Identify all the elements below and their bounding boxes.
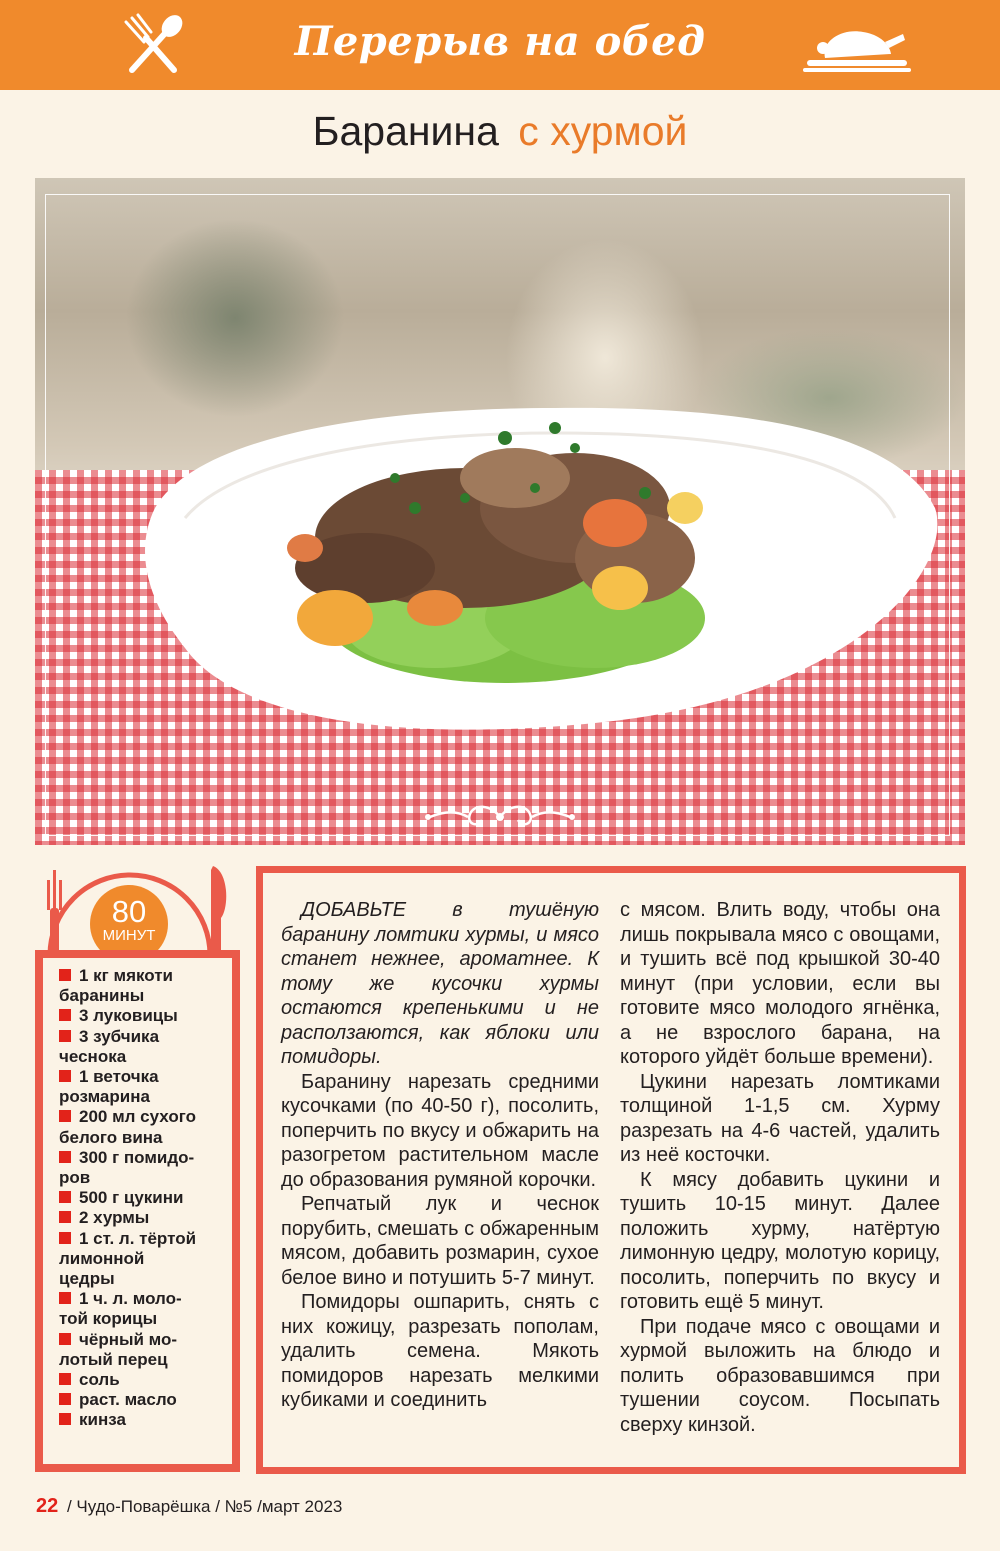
ornament-divider — [35, 800, 965, 839]
ingredient-item: 3 луковицы — [59, 1006, 228, 1026]
step-paragraph: Цукини нарезать ломтиками толщиной 1-1,5 см. Хурму разрезать на 4-6 частей, удалить из неё косточки. — [620, 1070, 940, 1166]
intro-paragraph: ДОБАВЬТЕ в тушёную баранину ломтики хурмы, и мясо станет нежнее, ароматнее. К тому же кусочки хурмы остаются крепенькими и не расползаются, как яблоки или помидоры. — [281, 899, 599, 1068]
ingredient-item: раст. масло — [59, 1390, 228, 1410]
ingredient-item: соль — [59, 1370, 228, 1390]
recipe-title-main: Баранина — [312, 108, 499, 154]
method-text — [263, 873, 959, 1467]
section-header — [0, 0, 1000, 90]
step-paragraph: При подаче мясо с овощами и хурмой выложить на блюдо и полить образовавшимся при тушении соусом. Посыпать сверху кинзой. — [620, 1315, 940, 1436]
page-number: 22 — [36, 1495, 59, 1517]
ingredient-item: 1 веточка розмарина — [59, 1067, 228, 1107]
ingredient-item: чёрный мо- лотый перец — [59, 1330, 228, 1370]
ingredient-item: 2 хурмы — [59, 1208, 228, 1228]
step-paragraph: с мясом. Влить воду, чтобы она лишь покрывала мясо с овощами, и тушить всё под крышкой 30-40 минут (при условии, если вы готовите мясо молодого ягнёнка, а не взрослого барана, на которого уйдёт больше времени). — [620, 899, 940, 1068]
ingredient-item: 300 г помидо- ров — [59, 1148, 228, 1188]
magazine-issue: / Чудо-Поварёшка / №5 /март 2023 — [66, 1497, 343, 1516]
cooking-time-value: 80 — [111, 894, 147, 929]
ingredient-item: кинза — [59, 1410, 228, 1430]
method-panel — [256, 866, 966, 1474]
method-column-right — [620, 898, 940, 1437]
step-paragraph: Репчатый лук и чеснок порубить, смешать с обжаренным мясом, добавить розмарин, сухое белое вино и потушить 5-7 минут. — [281, 1193, 600, 1289]
ingredients-panel — [35, 950, 240, 1472]
dish-photo — [35, 178, 965, 845]
method-column-left — [281, 898, 599, 1413]
cooking-time-unit: МИНУТ — [102, 927, 156, 944]
ingredients-list — [43, 958, 232, 1464]
ingredient-item: 200 мл сухого белого вина — [59, 1107, 228, 1147]
step-paragraph: Помидоры ошпарить, снять с них кожицу, разрезать пополам, удалить семена. Мякоть помидоров нарезать мелкими кубиками и соединить — [281, 1291, 599, 1411]
ingredient-item: 1 ст. л. тёртой лимонной цедры — [59, 1229, 228, 1290]
recipe-title — [0, 108, 1000, 155]
page-footer — [36, 1495, 342, 1518]
step-paragraph: К мясу добавить цукини и тушить 10-15 минут. Далее положить хурму, натёртую лимонную цедру, молотую корицу, посолить, поперчить по вкусу и готовить ещё 5 минут. — [620, 1168, 940, 1313]
ingredient-item: 1 кг мякоти баранины — [59, 966, 228, 1006]
roast-chicken-icon — [803, 22, 911, 74]
ingredient-item: 500 г цукини — [59, 1188, 228, 1208]
photo-frame — [45, 194, 950, 836]
ingredient-item: 3 зубчика чеснока — [59, 1027, 228, 1067]
recipe-title-accent: с хурмой — [518, 108, 688, 154]
ingredient-item: 1 ч. л. моло- той корицы — [59, 1289, 228, 1329]
step-paragraph: Баранину нарезать средними кусочками (по 40-50 г), посолить, поперчить по вкусу и обжарить на разогретом растительном масле до образования румяной корочки. — [281, 1070, 599, 1191]
section-title: Перерыв на обед — [294, 18, 706, 65]
